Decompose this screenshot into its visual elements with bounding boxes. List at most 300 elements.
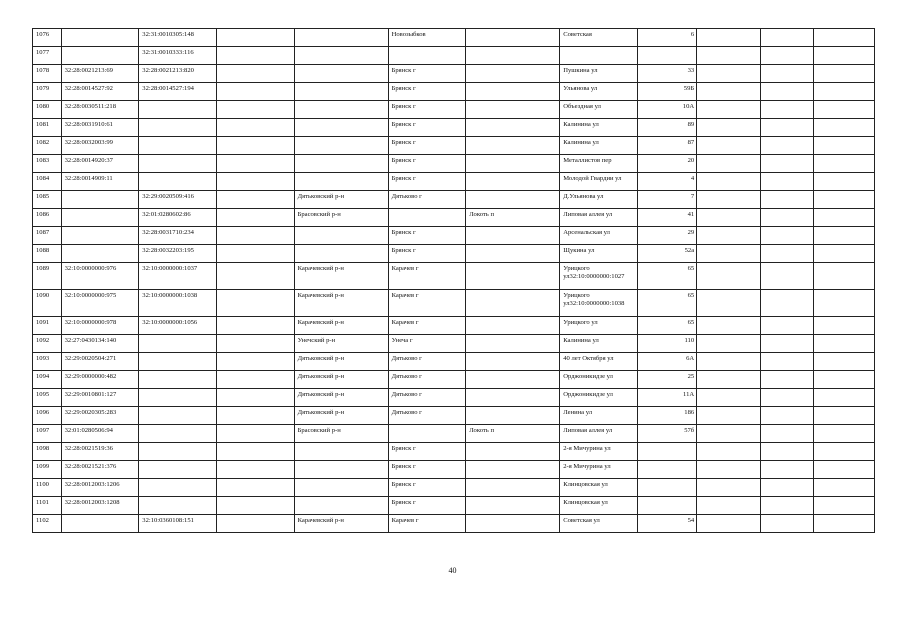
empty-cell xyxy=(760,371,813,389)
row-number: 1080 xyxy=(33,101,62,119)
empty-cell xyxy=(216,353,294,371)
row-number: 1082 xyxy=(33,137,62,155)
empty-cell xyxy=(216,155,294,173)
street-cell xyxy=(560,47,638,65)
district-cell: Карачевский р-н xyxy=(294,263,388,290)
empty-cell xyxy=(697,263,760,290)
empty-cell xyxy=(697,479,760,497)
empty-cell xyxy=(813,389,874,407)
cadastral-number-cell: 32:28:0012003:1208 xyxy=(61,497,139,515)
street-cell: Калинина ул xyxy=(560,335,638,353)
locality-cell: Брянск г xyxy=(388,479,466,497)
locality-cell xyxy=(388,209,466,227)
house-number-cell: 65 xyxy=(637,317,696,335)
row-number: 1084 xyxy=(33,173,62,191)
district-cell: Дятьковский р-н xyxy=(294,191,388,209)
empty-cell xyxy=(813,137,874,155)
empty-cell xyxy=(697,245,760,263)
cadastral-number-cell: 32:28:0014920:37 xyxy=(61,155,139,173)
table-row xyxy=(33,173,875,191)
house-number-cell: 41 xyxy=(637,209,696,227)
empty-cell xyxy=(760,155,813,173)
street-cell: Арсенальская ул xyxy=(560,227,638,245)
building-cadastral-cell: 32:29:0020509:416 xyxy=(139,191,217,209)
district-cell: Карачевский р-н xyxy=(294,290,388,317)
building-cadastral-cell: 32:28:0032203:195 xyxy=(139,245,217,263)
street-cell: Липовая аллея ул xyxy=(560,425,638,443)
district-cell: Унечский р-н xyxy=(294,335,388,353)
locality-cell: Брянск г xyxy=(388,101,466,119)
table-row xyxy=(33,425,875,443)
settlement-cell xyxy=(466,353,560,371)
locality-cell: Карачев г xyxy=(388,290,466,317)
empty-cell xyxy=(697,461,760,479)
empty-cell xyxy=(813,263,874,290)
empty-cell xyxy=(760,227,813,245)
settlement-cell xyxy=(466,227,560,245)
table-row xyxy=(33,119,875,137)
locality-cell: Карачев г xyxy=(388,515,466,533)
street-cell: Молодой Гвардии ул xyxy=(560,173,638,191)
settlement-cell xyxy=(466,443,560,461)
cadastral-number-cell: 32:01:0280506:94 xyxy=(61,425,139,443)
empty-cell xyxy=(760,191,813,209)
district-cell: Дятьковский р-н xyxy=(294,407,388,425)
building-cadastral-cell: 32:28:0021213:820 xyxy=(139,65,217,83)
district-cell xyxy=(294,137,388,155)
house-number-cell: 89 xyxy=(637,119,696,137)
cadastral-number-cell: 32:29:0020504:271 xyxy=(61,353,139,371)
cadastral-number-cell xyxy=(61,515,139,533)
table-row xyxy=(33,101,875,119)
cadastral-number-cell: 32:29:0020305:283 xyxy=(61,407,139,425)
house-number-cell: 52а xyxy=(637,245,696,263)
street-cell: Калинина ул xyxy=(560,119,638,137)
empty-cell xyxy=(760,101,813,119)
empty-cell xyxy=(216,443,294,461)
street-cell: 40 лет Октября ул xyxy=(560,353,638,371)
registry-table-sheet xyxy=(32,28,875,533)
settlement-cell xyxy=(466,407,560,425)
locality-cell: Брянск г xyxy=(388,173,466,191)
settlement-cell xyxy=(466,479,560,497)
house-number-cell: 20 xyxy=(637,155,696,173)
empty-cell xyxy=(697,155,760,173)
street-cell: Клинцовская ул xyxy=(560,479,638,497)
table-row xyxy=(33,497,875,515)
empty-cell xyxy=(760,119,813,137)
district-cell xyxy=(294,479,388,497)
row-number: 1087 xyxy=(33,227,62,245)
district-cell xyxy=(294,119,388,137)
locality-cell: Карачев г xyxy=(388,317,466,335)
empty-cell xyxy=(813,425,874,443)
district-cell xyxy=(294,497,388,515)
house-number-cell xyxy=(637,443,696,461)
table-row xyxy=(33,479,875,497)
empty-cell xyxy=(216,461,294,479)
cadastral-number-cell: 32:28:0014527:92 xyxy=(61,83,139,101)
empty-cell xyxy=(813,101,874,119)
table-row xyxy=(33,137,875,155)
empty-cell xyxy=(697,290,760,317)
empty-cell xyxy=(760,83,813,101)
empty-cell xyxy=(697,137,760,155)
settlement-cell xyxy=(466,371,560,389)
empty-cell xyxy=(697,227,760,245)
row-number: 1097 xyxy=(33,425,62,443)
street-cell: Орджоникидзе ул xyxy=(560,371,638,389)
building-cadastral-cell xyxy=(139,173,217,191)
settlement-cell xyxy=(466,497,560,515)
table-body xyxy=(33,29,875,533)
empty-cell xyxy=(813,371,874,389)
settlement-cell: Локоть п xyxy=(466,425,560,443)
locality-cell: Брянск г xyxy=(388,155,466,173)
empty-cell xyxy=(697,101,760,119)
street-cell: Советская ул xyxy=(560,515,638,533)
house-number-cell xyxy=(637,461,696,479)
house-number-cell: 57б xyxy=(637,425,696,443)
table-row xyxy=(33,263,875,290)
empty-cell xyxy=(760,209,813,227)
settlement-cell xyxy=(466,173,560,191)
building-cadastral-cell: 32:10:0000000:1038 xyxy=(139,290,217,317)
street-cell: Ульянова ул xyxy=(560,83,638,101)
district-cell: Дятьковский р-н xyxy=(294,371,388,389)
empty-cell xyxy=(216,335,294,353)
cadastral-number-cell xyxy=(61,29,139,47)
empty-cell xyxy=(813,29,874,47)
house-number-cell: 65 xyxy=(637,263,696,290)
house-number-cell: 4 xyxy=(637,173,696,191)
cadastral-number-cell: 32:28:0032003:99 xyxy=(61,137,139,155)
row-number: 1086 xyxy=(33,209,62,227)
building-cadastral-cell: 32:28:0014527:194 xyxy=(139,83,217,101)
empty-cell xyxy=(697,371,760,389)
street-cell: Урицкого ул32:10:0000000:1038 xyxy=(560,290,638,317)
empty-cell xyxy=(760,335,813,353)
empty-cell xyxy=(813,461,874,479)
house-number-cell: 6 xyxy=(637,29,696,47)
cadastral-number-cell: 32:10:0000000:975 xyxy=(61,290,139,317)
district-cell: Брасовский р-н xyxy=(294,209,388,227)
table-row xyxy=(33,191,875,209)
settlement-cell xyxy=(466,137,560,155)
building-cadastral-cell xyxy=(139,461,217,479)
cadastral-number-cell: 32:28:0030511:218 xyxy=(61,101,139,119)
empty-cell xyxy=(760,317,813,335)
locality-cell: Брянск г xyxy=(388,461,466,479)
empty-cell xyxy=(697,65,760,83)
table-row xyxy=(33,155,875,173)
street-cell: Урицкого ул32:10:0000000:1027 xyxy=(560,263,638,290)
empty-cell xyxy=(216,389,294,407)
cadastral-number-cell xyxy=(61,191,139,209)
street-cell: Щукина ул xyxy=(560,245,638,263)
district-cell: Брасовский р-н xyxy=(294,425,388,443)
house-number-cell: 10А xyxy=(637,101,696,119)
house-number-cell xyxy=(637,47,696,65)
empty-cell xyxy=(697,209,760,227)
row-number: 1095 xyxy=(33,389,62,407)
district-cell xyxy=(294,461,388,479)
building-cadastral-cell xyxy=(139,479,217,497)
building-cadastral-cell xyxy=(139,389,217,407)
table-row xyxy=(33,83,875,101)
empty-cell xyxy=(760,29,813,47)
district-cell: Дятьковский р-н xyxy=(294,389,388,407)
street-cell: Пушкина ул xyxy=(560,65,638,83)
building-cadastral-cell xyxy=(139,425,217,443)
locality-cell: Унеча г xyxy=(388,335,466,353)
house-number-cell: 110 xyxy=(637,335,696,353)
empty-cell xyxy=(760,461,813,479)
page-number: 40 xyxy=(448,566,457,575)
empty-cell xyxy=(697,515,760,533)
empty-cell xyxy=(216,227,294,245)
table-row xyxy=(33,209,875,227)
empty-cell xyxy=(760,443,813,461)
empty-cell xyxy=(216,263,294,290)
empty-cell xyxy=(760,65,813,83)
empty-cell xyxy=(697,317,760,335)
row-number: 1088 xyxy=(33,245,62,263)
empty-cell xyxy=(813,353,874,371)
cadastral-number-cell: 32:10:0000000:978 xyxy=(61,317,139,335)
settlement-cell xyxy=(466,461,560,479)
cadastral-number-cell: 32:28:0021519:36 xyxy=(61,443,139,461)
district-cell xyxy=(294,29,388,47)
cadastral-number-cell: 32:28:0014909:11 xyxy=(61,173,139,191)
cadastral-number-cell xyxy=(61,245,139,263)
empty-cell xyxy=(697,119,760,137)
settlement-cell xyxy=(466,119,560,137)
building-cadastral-cell xyxy=(139,353,217,371)
cadastral-number-cell: 32:27:0430134:140 xyxy=(61,335,139,353)
settlement-cell xyxy=(466,290,560,317)
settlement-cell xyxy=(466,65,560,83)
district-cell xyxy=(294,227,388,245)
building-cadastral-cell: 32:31:0010305:148 xyxy=(139,29,217,47)
locality-cell: Брянск г xyxy=(388,227,466,245)
empty-cell xyxy=(697,497,760,515)
district-cell xyxy=(294,47,388,65)
empty-cell xyxy=(813,290,874,317)
empty-cell xyxy=(697,191,760,209)
house-number-cell: 87 xyxy=(637,137,696,155)
table-row xyxy=(33,371,875,389)
settlement-cell xyxy=(466,191,560,209)
empty-cell xyxy=(216,29,294,47)
empty-cell xyxy=(813,443,874,461)
table-row xyxy=(33,443,875,461)
building-cadastral-cell xyxy=(139,443,217,461)
street-cell: Клинцовская ул xyxy=(560,497,638,515)
district-cell xyxy=(294,173,388,191)
district-cell xyxy=(294,65,388,83)
empty-cell xyxy=(760,173,813,191)
empty-cell xyxy=(697,353,760,371)
row-number: 1096 xyxy=(33,407,62,425)
table-row xyxy=(33,515,875,533)
row-number: 1078 xyxy=(33,65,62,83)
cadastral-number-cell: 32:29:0010801:127 xyxy=(61,389,139,407)
empty-cell xyxy=(813,173,874,191)
house-number-cell: 29 xyxy=(637,227,696,245)
locality-cell: Дятьково г xyxy=(388,353,466,371)
building-cadastral-cell xyxy=(139,137,217,155)
empty-cell xyxy=(813,209,874,227)
table-row xyxy=(33,290,875,317)
empty-cell xyxy=(760,353,813,371)
row-number: 1100 xyxy=(33,479,62,497)
house-number-cell: 25 xyxy=(637,371,696,389)
locality-cell: Брянск г xyxy=(388,119,466,137)
building-cadastral-cell: 32:31:0010333:116 xyxy=(139,47,217,65)
empty-cell xyxy=(813,497,874,515)
locality-cell xyxy=(388,425,466,443)
empty-cell xyxy=(216,407,294,425)
street-cell: Металлистов пер xyxy=(560,155,638,173)
locality-cell: Дятьково г xyxy=(388,407,466,425)
empty-cell xyxy=(216,83,294,101)
cadastral-number-cell: 32:29:0000000:482 xyxy=(61,371,139,389)
empty-cell xyxy=(697,443,760,461)
building-cadastral-cell xyxy=(139,407,217,425)
table-row xyxy=(33,461,875,479)
row-number: 1083 xyxy=(33,155,62,173)
row-number: 1092 xyxy=(33,335,62,353)
cadastral-number-cell xyxy=(61,227,139,245)
row-number: 1079 xyxy=(33,83,62,101)
empty-cell xyxy=(760,479,813,497)
empty-cell xyxy=(216,65,294,83)
house-number-cell: 6А xyxy=(637,353,696,371)
empty-cell xyxy=(813,47,874,65)
house-number-cell xyxy=(637,479,696,497)
settlement-cell xyxy=(466,101,560,119)
street-cell: Урицкого ул xyxy=(560,317,638,335)
table-row xyxy=(33,353,875,371)
cadastral-number-cell: 32:28:0021213:69 xyxy=(61,65,139,83)
street-cell: Ленина ул xyxy=(560,407,638,425)
building-cadastral-cell: 32:10:0000000:1037 xyxy=(139,263,217,290)
empty-cell xyxy=(697,425,760,443)
empty-cell xyxy=(216,137,294,155)
table-row xyxy=(33,245,875,263)
building-cadastral-cell xyxy=(139,155,217,173)
table-row xyxy=(33,317,875,335)
empty-cell xyxy=(813,317,874,335)
row-number: 1077 xyxy=(33,47,62,65)
locality-cell: Новозыбков xyxy=(388,29,466,47)
empty-cell xyxy=(216,47,294,65)
house-number-cell: 65 xyxy=(637,290,696,317)
table-row xyxy=(33,389,875,407)
empty-cell xyxy=(216,119,294,137)
table-row xyxy=(33,227,875,245)
house-number-cell xyxy=(637,497,696,515)
empty-cell xyxy=(216,371,294,389)
cadastral-number-cell xyxy=(61,47,139,65)
district-cell xyxy=(294,443,388,461)
empty-cell xyxy=(216,101,294,119)
empty-cell xyxy=(216,191,294,209)
row-number: 1098 xyxy=(33,443,62,461)
empty-cell xyxy=(813,227,874,245)
row-number: 1090 xyxy=(33,290,62,317)
locality-cell: Дятьково г xyxy=(388,371,466,389)
locality-cell: Карачев г xyxy=(388,263,466,290)
district-cell: Карачевский р-н xyxy=(294,515,388,533)
empty-cell xyxy=(760,137,813,155)
empty-cell xyxy=(813,479,874,497)
house-number-cell: 11А xyxy=(637,389,696,407)
empty-cell xyxy=(216,515,294,533)
house-number-cell: 59Б xyxy=(637,83,696,101)
table-row xyxy=(33,65,875,83)
empty-cell xyxy=(760,425,813,443)
building-cadastral-cell xyxy=(139,497,217,515)
empty-cell xyxy=(216,497,294,515)
table-row xyxy=(33,335,875,353)
settlement-cell xyxy=(466,83,560,101)
empty-cell xyxy=(216,317,294,335)
empty-cell xyxy=(216,173,294,191)
district-cell xyxy=(294,83,388,101)
empty-cell xyxy=(216,209,294,227)
empty-cell xyxy=(813,191,874,209)
settlement-cell: Локоть п xyxy=(466,209,560,227)
settlement-cell xyxy=(466,245,560,263)
house-number-cell: 54 xyxy=(637,515,696,533)
cadastral-number-cell: 32:28:0021521:376 xyxy=(61,461,139,479)
cadastral-number-cell: 32:28:0031910:61 xyxy=(61,119,139,137)
empty-cell xyxy=(813,83,874,101)
row-number: 1091 xyxy=(33,317,62,335)
empty-cell xyxy=(813,119,874,137)
locality-cell xyxy=(388,47,466,65)
row-number: 1081 xyxy=(33,119,62,137)
row-number: 1076 xyxy=(33,29,62,47)
empty-cell xyxy=(760,497,813,515)
empty-cell xyxy=(216,245,294,263)
row-number: 1094 xyxy=(33,371,62,389)
house-number-cell: 7 xyxy=(637,191,696,209)
building-cadastral-cell xyxy=(139,101,217,119)
empty-cell xyxy=(216,425,294,443)
empty-cell xyxy=(697,389,760,407)
street-cell: Орджоникидзе ул xyxy=(560,389,638,407)
empty-cell xyxy=(697,173,760,191)
district-cell: Карачевский р-н xyxy=(294,317,388,335)
district-cell: Дятьковский р-н xyxy=(294,353,388,371)
cadastral-number-cell: 32:28:0012003:1206 xyxy=(61,479,139,497)
locality-cell: Брянск г xyxy=(388,245,466,263)
cadastral-number-cell: 32:10:0000000:976 xyxy=(61,263,139,290)
table-row xyxy=(33,407,875,425)
settlement-cell xyxy=(466,389,560,407)
settlement-cell xyxy=(466,335,560,353)
street-cell: Д.Ульянова ул xyxy=(560,191,638,209)
locality-cell: Брянск г xyxy=(388,443,466,461)
empty-cell xyxy=(760,263,813,290)
empty-cell xyxy=(697,29,760,47)
empty-cell xyxy=(760,245,813,263)
building-cadastral-cell: 32:10:0360108:151 xyxy=(139,515,217,533)
settlement-cell xyxy=(466,263,560,290)
